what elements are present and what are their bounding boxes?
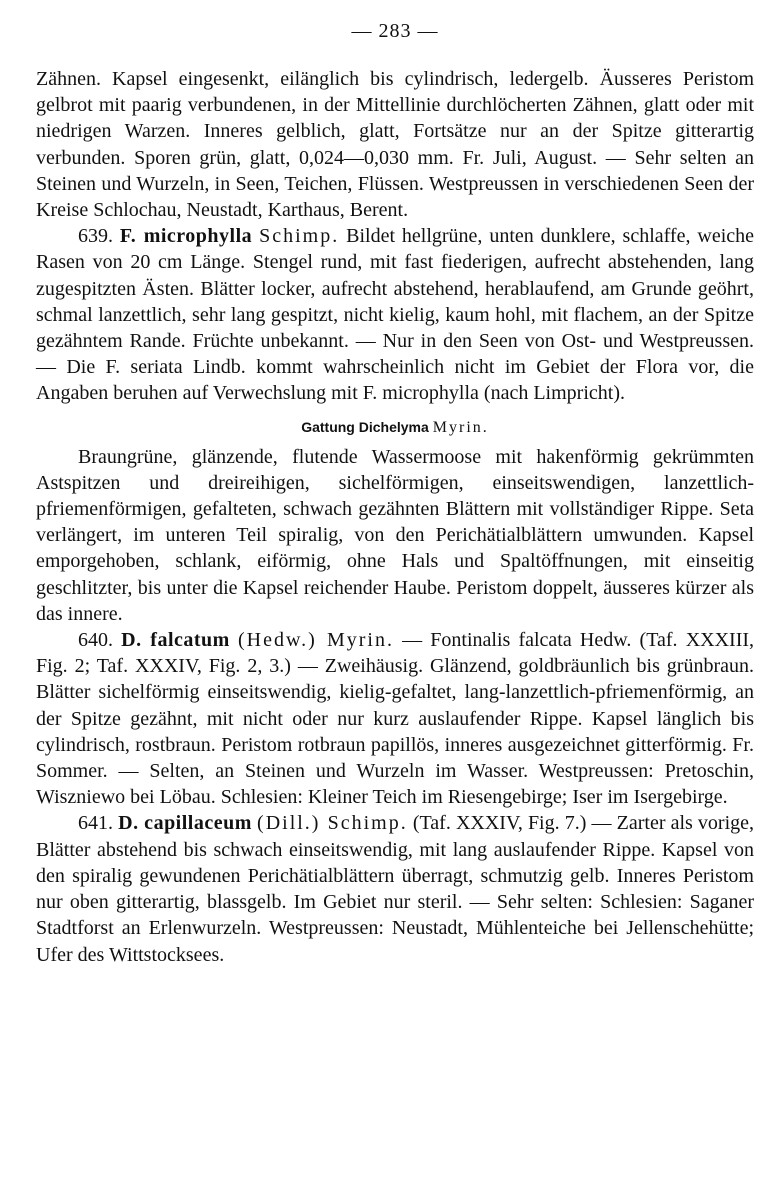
species-author: (Hedw.) Myrin. xyxy=(238,629,394,652)
genus-author: Myrin. xyxy=(432,418,489,436)
species-name: F. microphylla xyxy=(119,225,253,248)
continuation-paragraph xyxy=(36,66,754,223)
species-number: 641. xyxy=(78,812,113,835)
species-number: 640. xyxy=(78,629,113,652)
species-number: 639. xyxy=(78,225,113,248)
species-author: Schimp. xyxy=(259,225,340,248)
species-entry-640 xyxy=(36,627,754,810)
species-entry-641 xyxy=(36,810,754,967)
genus-label: Gattung Dichelyma xyxy=(301,418,429,435)
species-description: Bildet hellgrüne, unten dunklere, schlaffe, weiche Rasen von 20 cm Länge. Stengel rund, mit fast fiederigen, aufrecht abstehenden, lang zugespitzten Ästen. Blätter locker, aufrecht abstehend, herablaufend, am Grunde geöhrt, schmal lanzettlich, sehr lang gespitzt, nicht kielig, kaum hohl, mit flachem, an der Spitze gezähntem Rande. Früchte unbekannt. — Nur in den Seen von Ost- und Westpreussen. — Die F. seriata Lindb. kommt wahrscheinlich nicht im Gebiet der Flora vor, die Angaben beruhen auf Verwechslung mit F. microphylla (nach Limpricht). xyxy=(36,225,755,405)
genus-heading xyxy=(36,416,754,439)
genus-description-paragraph xyxy=(36,444,754,627)
species-description: (Taf. XXXIV, Fig. 7.) — Zarter als vorige, Blätter abstehend bis schwach einseitswendig, mit lang auslaufender Rippe. Kapsel von den spiralig gewundenen Perichätialblättern überragt, schmutzig gelb. Inneres Peristom nur oben gitterartig, blassgelb. Im Gebiet nur steril. — Sehr selten: Schlesien: Saganer Stadtforst an Erlenwurzeln. Westpreussen: Neustadt, Mühlenteiche bei Jellenschehütte; Ufer des Wittstocksees. xyxy=(36,812,755,966)
continuation-text: Zähnen. Kapsel eingesenkt, eilänglich bis cylindrisch, ledergelb. Äusseres Peristom gelbrot mit paarig verbundenen, in der Mittellinie durchlöcherten Zähnen, glatt oder mit niedrigen Warzen. Inneres gelblich, glatt, Fortsätze nur an der Spitze gitterartig verbunden. Sporen grün, glatt, 0,024—0,030 mm. Fr. Juli, August. — Sehr selten an Steinen und Wurzeln, in Seen, Teichen, Flüssen. Westpreussen in verschiedenen Seen der Kreise Schlochau, Neustadt, Karthaus, Berent. xyxy=(36,68,754,222)
genus-description: Braungrüne, glänzende, flutende Wassermoose mit hakenförmig gekrümmten Astspitzen und dreireihigen, sichelförmigen, einseitswendigen, lanzettlich-pfriemenförmigen, gefalteten, schwach gezähnten Blättern mit vollständiger Rippe. Seta verlängert, im unteren Teil spiralig, von den Perichätialblättern umwunden. Kapsel emporgehoben, schlank, eiförmig, ohne Hals und Spaltöffnungen, mit einseitig geschlitzter, bis unter die Kapsel reichender Haube. Peristom doppelt, äusseres kürzer als das innere. xyxy=(36,445,754,625)
species-name: D. capillaceum xyxy=(118,812,252,835)
page-number: — 283 — xyxy=(351,20,439,42)
species-description: — Fontinalis falcata Hedw. (Taf. XXXIII, Fig. 2; Taf. XXXIV, Fig. 2, 3.) — Zweihäusig. Glänzend, goldbräunlich bis grünbraun. Blätter sichelförmig einseitswendig, kielig-gefaltet, lang-lanzettlich-pfriemenförmig, an der Spitze gezähnt, mit nicht oder nur kurz auslaufender Rippe. Kapsel länglich bis cylindrisch, rostbraun. Peristom rotbraun papillös, inneres ausgezeichnet gitterförmig. Fr. Sommer. — Selten, an Steinen und Wurzeln im Wasser. Westpreussen: Pretoschin, Wiszniewo bei Löbau. Schlesien: Kleiner Teich im Riesengebirge; Iser im Isergebirge. xyxy=(36,629,755,809)
species-author: (Dill.) Schimp. xyxy=(257,812,408,835)
species-entry-639 xyxy=(36,223,754,406)
species-name: D. falcatum xyxy=(121,629,230,652)
